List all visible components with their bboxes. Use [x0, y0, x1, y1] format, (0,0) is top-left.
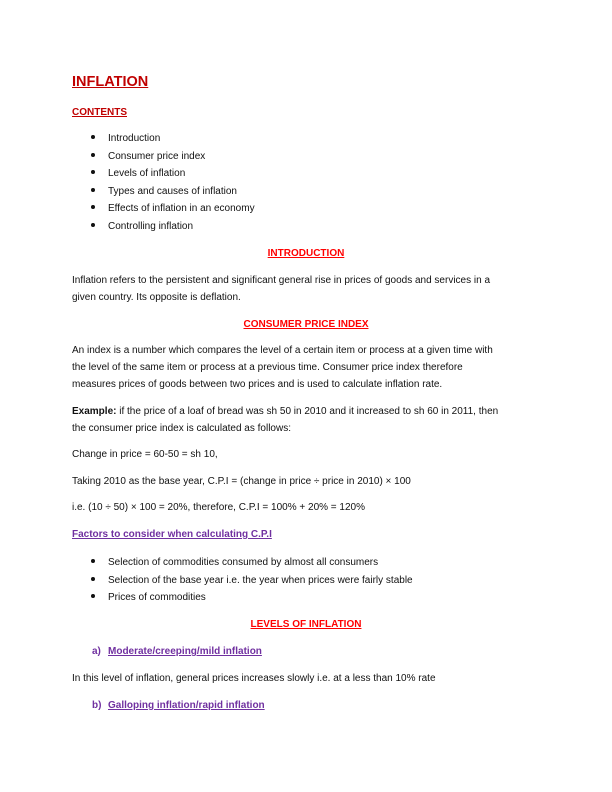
list-item: Types and causes of inflation — [91, 186, 237, 198]
bullet-icon — [91, 170, 95, 174]
list-item: Introduction — [91, 133, 160, 145]
bullet-icon — [91, 153, 95, 157]
bullet-icon — [91, 559, 95, 563]
list-item: Levels of inflation — [91, 168, 185, 180]
list-item: Effects of inflation in an economy — [91, 203, 255, 215]
example-line: Example: if the price of a loaf of bread was sh 50 in 2010 and it increased to sh 60 in 2011, then — [72, 406, 499, 417]
paragraph-line: An index is a number which compares the level of a certain item or process at a given time with — [72, 345, 493, 356]
document-title: INFLATION — [72, 74, 149, 90]
list-item: Selection of the base year i.e. the year when prices were fairly stable — [91, 575, 413, 587]
paragraph-line: given country. Its opposite is deflation. — [72, 292, 241, 303]
example-label: Example: — [72, 406, 117, 417]
bullet-icon — [91, 135, 95, 139]
bullet-icon — [91, 205, 95, 209]
bullet-icon — [91, 188, 95, 192]
paragraph-line: the level of the same item or process at a previous time. Consumer price index therefore — [72, 362, 463, 373]
calc-line: Taking 2010 as the base year, C.P.I = (change in price ÷ price in 2010) × 100 — [72, 476, 411, 487]
bullet-icon — [91, 577, 95, 581]
subheading-b: b) Galloping inflation/rapid inflation — [92, 700, 265, 711]
paragraph-line: measures prices of goods between two prices and is used to calculate inflation rate. — [72, 379, 443, 390]
list-item: Consumer price index — [91, 151, 205, 163]
levels-heading: LEVELS OF INFLATION — [250, 619, 362, 630]
bullet-icon — [91, 223, 95, 227]
cpi-heading: CONSUMER PRICE INDEX — [243, 319, 369, 330]
bullet-icon — [91, 594, 95, 598]
contents-heading: CONTENTS — [72, 107, 127, 118]
list-item: Prices of commodities — [91, 592, 206, 604]
factors-heading: Factors to consider when calculating C.P.I — [72, 529, 272, 540]
list-item: Selection of commodities consumed by almost all consumers — [91, 557, 378, 569]
paragraph-line: the consumer price index is calculated as follows: — [72, 423, 291, 434]
calc-line: i.e. (10 ÷ 50) × 100 = 20%, therefore, C.P.I = 100% + 20% = 120% — [72, 502, 365, 513]
list-item: Controlling inflation — [91, 221, 193, 233]
paragraph-line: Inflation refers to the persistent and significant general rise in prices of goods and services in a — [72, 275, 491, 286]
calc-line: Change in price = 60-50 = sh 10, — [72, 449, 218, 460]
introduction-heading: INTRODUCTION — [267, 248, 345, 259]
paragraph-line: In this level of inflation, general prices increases slowly i.e. at a less than 10% rate — [72, 673, 436, 684]
subheading-a: a) Moderate/creeping/mild inflation — [92, 646, 262, 657]
